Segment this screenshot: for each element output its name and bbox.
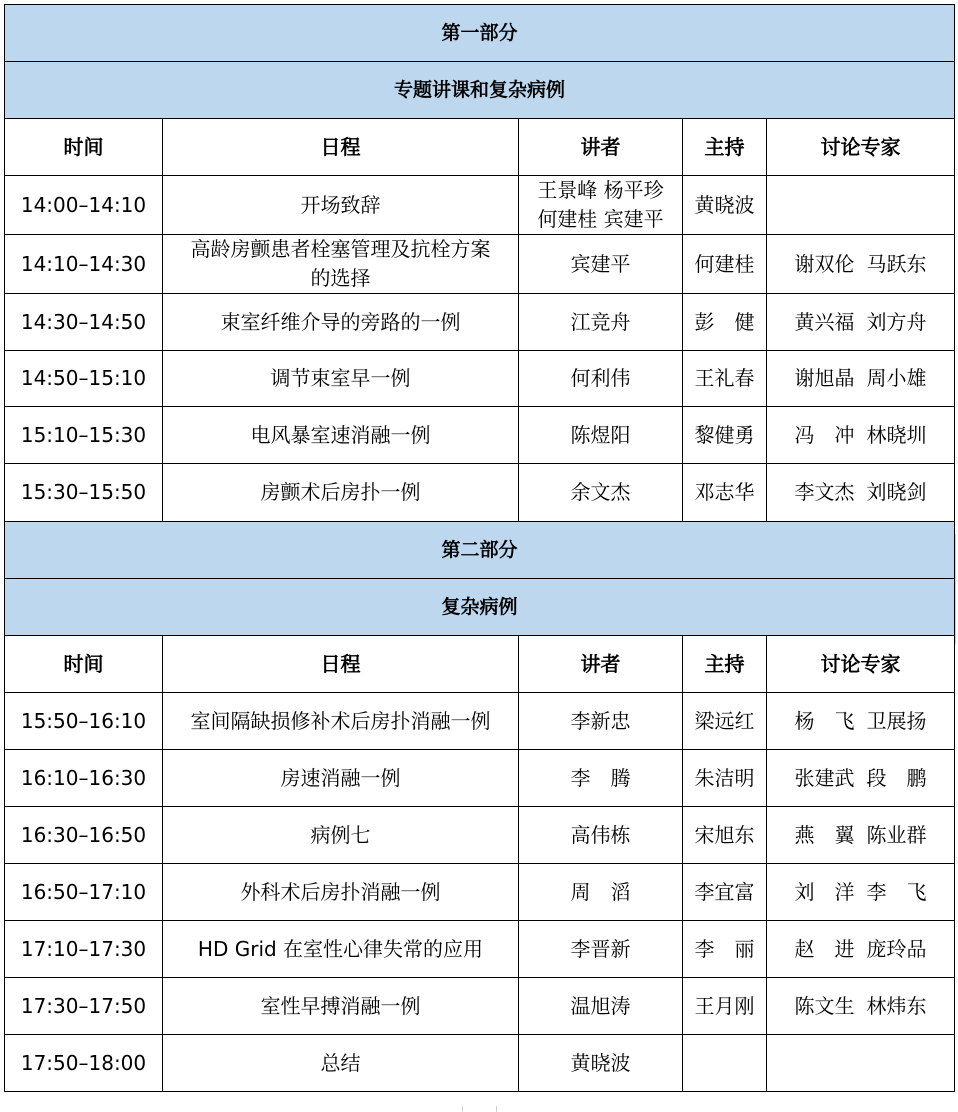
header-host: 主持 bbox=[683, 119, 767, 176]
discussion-expert: 杨 飞 bbox=[794, 708, 855, 733]
discussion-expert: 谢双伦 bbox=[794, 251, 855, 276]
table-row bbox=[5, 464, 955, 522]
topic-cell: 房速消融一例 bbox=[163, 750, 519, 807]
header-row-1 bbox=[5, 119, 955, 176]
topic-cell: 房颤术后房扑一例 bbox=[163, 464, 519, 522]
topic-cell: 室间隔缺损修补术后房扑消融一例 bbox=[163, 693, 519, 750]
table-row bbox=[5, 807, 955, 864]
edge-artifact bbox=[496, 1106, 497, 1112]
header-time: 时间 bbox=[5, 636, 163, 693]
discussion-cell bbox=[767, 294, 955, 351]
speaker-cell: 李 腾 bbox=[519, 750, 683, 807]
host-cell: 宋旭东 bbox=[683, 807, 767, 864]
header-discussion: 讨论专家 bbox=[767, 119, 955, 176]
discussion-cell bbox=[767, 807, 955, 864]
discussion-expert: 林晓圳 bbox=[866, 422, 927, 447]
topic-cell: 总结 bbox=[163, 1035, 519, 1092]
header-discussion: 讨论专家 bbox=[767, 636, 955, 693]
topic-cell: 电风暴室速消融一例 bbox=[163, 407, 519, 464]
discussion-cell bbox=[767, 351, 955, 407]
topic-cell: 病例七 bbox=[163, 807, 519, 864]
section-2-title: 第二部分 bbox=[5, 522, 955, 579]
host-cell: 李 丽 bbox=[683, 921, 767, 978]
schedule-table bbox=[4, 4, 955, 1092]
discussion-expert: 段 鹏 bbox=[866, 765, 927, 790]
table-row bbox=[5, 1035, 955, 1092]
time-cell: 14:50–15:10 bbox=[5, 351, 163, 407]
discussion-expert: 刘晓剑 bbox=[866, 480, 927, 504]
discussion-cell bbox=[767, 176, 955, 235]
discussion-expert: 刘方舟 bbox=[866, 309, 927, 334]
discussion-expert: 李文杰 bbox=[794, 480, 855, 504]
host-cell: 邓志华 bbox=[683, 464, 767, 522]
discussion-expert: 张建武 bbox=[794, 765, 855, 790]
discussion-expert: 冯 冲 bbox=[794, 422, 855, 447]
table-row bbox=[5, 235, 955, 294]
speaker-cell: 黄晓波 bbox=[519, 1035, 683, 1092]
host-cell: 王月刚 bbox=[683, 978, 767, 1035]
discussion-expert: 周小雄 bbox=[866, 366, 927, 390]
topic-line: 的选择 bbox=[310, 266, 371, 290]
table-row bbox=[5, 921, 955, 978]
topic-cell: 开场致辞 bbox=[163, 176, 519, 235]
section-1-subtitle-row bbox=[5, 62, 955, 119]
discussion-expert: 燕 翼 bbox=[794, 822, 855, 847]
host-cell: 梁远红 bbox=[683, 693, 767, 750]
speaker-cell: 李新忠 bbox=[519, 693, 683, 750]
time-cell: 16:30–16:50 bbox=[5, 807, 163, 864]
time-cell: 17:10–17:30 bbox=[5, 921, 163, 978]
host-cell: 李宜富 bbox=[683, 864, 767, 921]
discussion-cell bbox=[767, 864, 955, 921]
header-speaker: 讲者 bbox=[519, 636, 683, 693]
discussion-cell bbox=[767, 978, 955, 1035]
section-1-subtitle: 专题讲课和复杂病例 bbox=[5, 62, 955, 119]
topic-cell: 外科术后房扑消融一例 bbox=[163, 864, 519, 921]
discussion-expert: 庞玲品 bbox=[866, 936, 927, 961]
topic-cell: 调节束室早一例 bbox=[163, 351, 519, 407]
host-cell: 王礼春 bbox=[683, 351, 767, 407]
section-1-title: 第一部分 bbox=[5, 5, 955, 62]
speaker-cell: 江竞舟 bbox=[519, 294, 683, 351]
host-cell: 何建桂 bbox=[683, 235, 767, 294]
discussion-cell bbox=[767, 921, 955, 978]
host-cell: 朱洁明 bbox=[683, 750, 767, 807]
discussion-expert: 赵 进 bbox=[794, 936, 855, 961]
section-2-title-row bbox=[5, 522, 955, 579]
discussion-cell bbox=[767, 1035, 955, 1092]
table-row bbox=[5, 176, 955, 235]
speaker-cell: 周 滔 bbox=[519, 864, 683, 921]
speaker-cell: 陈煜阳 bbox=[519, 407, 683, 464]
topic-line: 高龄房颤患者栓塞管理及抗栓方案 bbox=[190, 237, 491, 261]
discussion-cell bbox=[767, 693, 955, 750]
header-row-2 bbox=[5, 636, 955, 693]
header-host: 主持 bbox=[683, 636, 767, 693]
speaker-cell: 李晋新 bbox=[519, 921, 683, 978]
time-cell: 14:00–14:10 bbox=[5, 176, 163, 235]
edge-artifact bbox=[462, 1106, 463, 1112]
topic-cell: 束室纤维介导的旁路的一例 bbox=[163, 294, 519, 351]
time-cell: 17:50–18:00 bbox=[5, 1035, 163, 1092]
header-schedule: 日程 bbox=[163, 636, 519, 693]
discussion-cell bbox=[767, 235, 955, 294]
discussion-cell bbox=[767, 464, 955, 522]
time-cell: 15:10–15:30 bbox=[5, 407, 163, 464]
discussion-expert: 林炜东 bbox=[866, 993, 927, 1018]
time-cell: 15:50–16:10 bbox=[5, 693, 163, 750]
speaker-line: 王景峰 杨平珍 bbox=[537, 178, 664, 202]
host-cell: 黄晓波 bbox=[683, 176, 767, 235]
topic-cell bbox=[163, 235, 519, 294]
time-cell: 15:30–15:50 bbox=[5, 464, 163, 522]
discussion-expert: 马跃东 bbox=[866, 251, 927, 276]
discussion-expert: 卫展扬 bbox=[866, 708, 927, 733]
time-cell: 14:30–14:50 bbox=[5, 294, 163, 351]
edge-artifact bbox=[955, 534, 956, 644]
table-row bbox=[5, 407, 955, 464]
host-cell: 黎健勇 bbox=[683, 407, 767, 464]
topic-cell: 室性早搏消融一例 bbox=[163, 978, 519, 1035]
discussion-expert: 李 飞 bbox=[866, 879, 927, 904]
table-row bbox=[5, 693, 955, 750]
speaker-cell: 余文杰 bbox=[519, 464, 683, 522]
speaker-cell: 宾建平 bbox=[519, 235, 683, 294]
section-1-title-row bbox=[5, 5, 955, 62]
table-row bbox=[5, 864, 955, 921]
discussion-expert: 黄兴福 bbox=[794, 309, 855, 334]
speaker-cell bbox=[519, 176, 683, 235]
discussion-cell bbox=[767, 750, 955, 807]
time-cell: 16:10–16:30 bbox=[5, 750, 163, 807]
time-cell: 17:30–17:50 bbox=[5, 978, 163, 1035]
time-cell: 14:10–14:30 bbox=[5, 235, 163, 294]
table-row bbox=[5, 294, 955, 351]
discussion-expert: 谢旭晶 bbox=[794, 366, 855, 390]
host-cell: 彭 健 bbox=[683, 294, 767, 351]
table-row bbox=[5, 351, 955, 407]
time-cell: 16:50–17:10 bbox=[5, 864, 163, 921]
speaker-cell: 温旭涛 bbox=[519, 978, 683, 1035]
header-speaker: 讲者 bbox=[519, 119, 683, 176]
table-row bbox=[5, 978, 955, 1035]
header-schedule: 日程 bbox=[163, 119, 519, 176]
discussion-cell bbox=[767, 407, 955, 464]
speaker-line: 何建桂 宾建平 bbox=[537, 207, 664, 231]
section-2-subtitle-row bbox=[5, 579, 955, 636]
discussion-expert: 刘 洋 bbox=[794, 879, 855, 904]
speaker-cell: 何利伟 bbox=[519, 351, 683, 407]
discussion-expert: 陈文生 bbox=[794, 993, 855, 1018]
header-time: 时间 bbox=[5, 119, 163, 176]
discussion-expert: 陈业群 bbox=[866, 822, 927, 847]
topic-cell: HD Grid 在室性心律失常的应用 bbox=[163, 921, 519, 978]
speaker-cell: 高伟栋 bbox=[519, 807, 683, 864]
section-2-subtitle: 复杂病例 bbox=[5, 579, 955, 636]
table-row bbox=[5, 750, 955, 807]
host-cell bbox=[683, 1035, 767, 1092]
